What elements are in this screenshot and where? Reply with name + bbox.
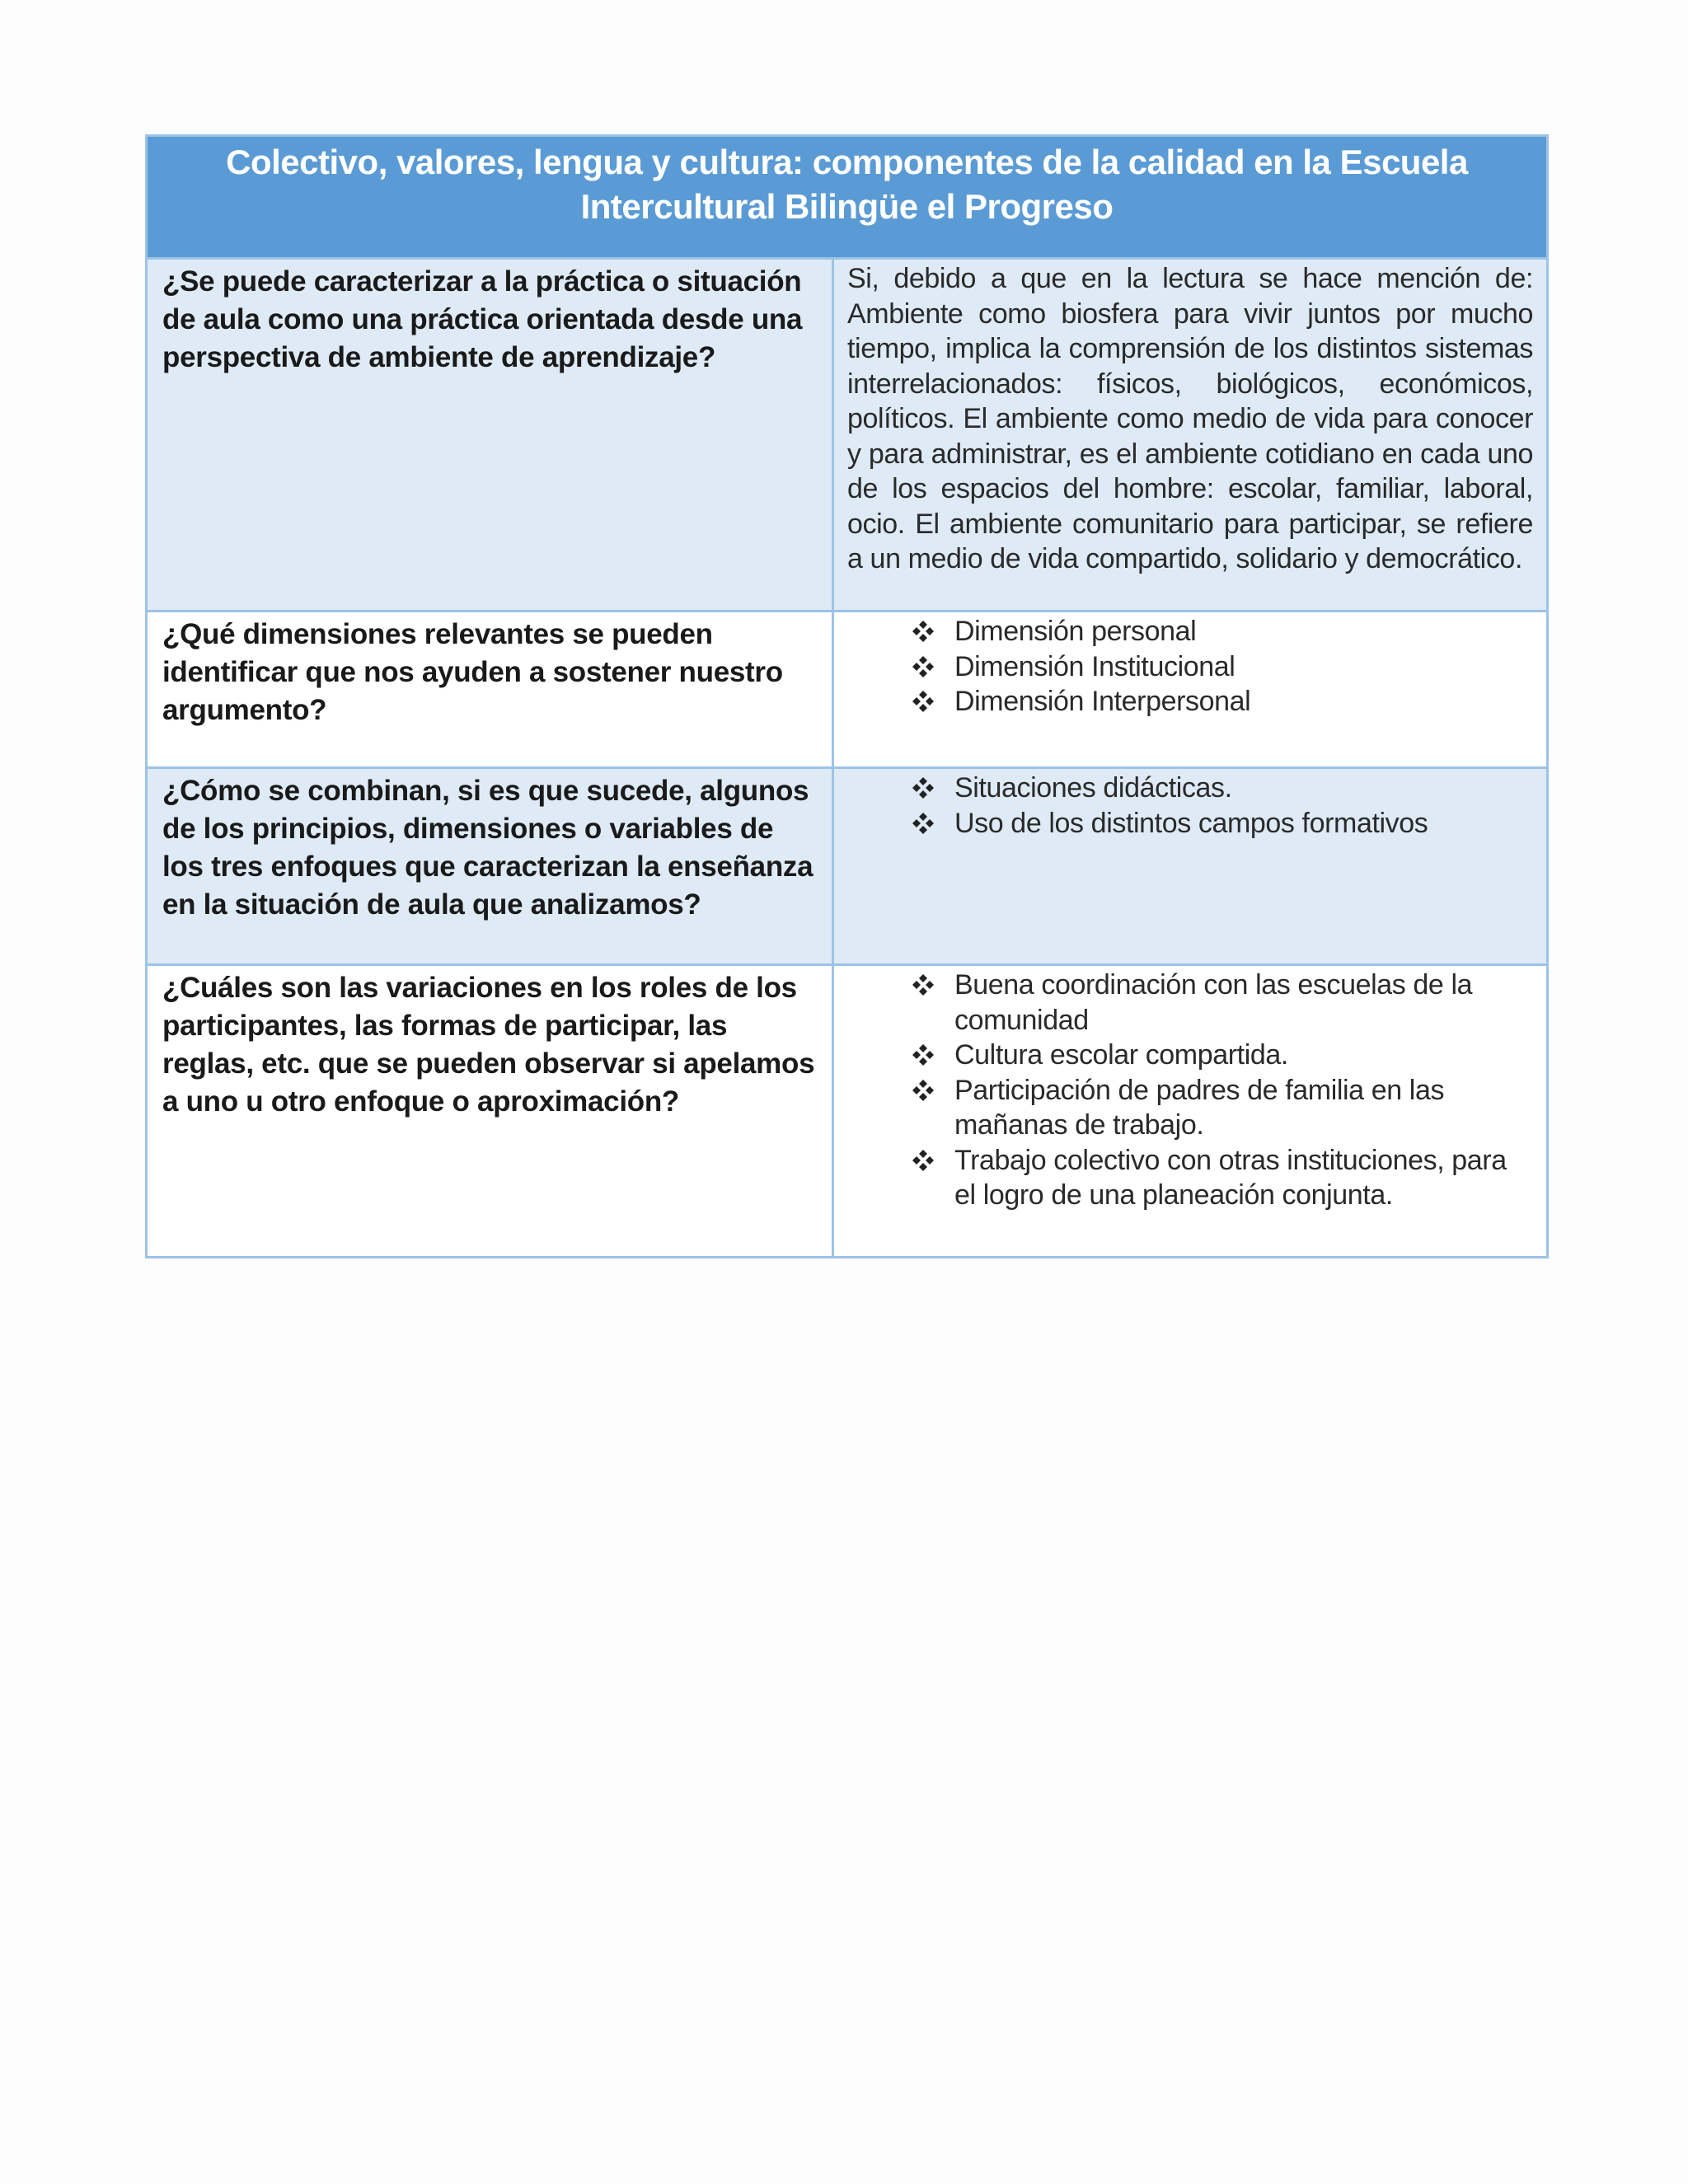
table-title: Colectivo, valores, lengua y cultura: componentes de la calidad en la Escuela Intercultural Bilingüe el Progreso	[147, 136, 1548, 259]
four-diamond-bullet-icon	[908, 684, 938, 719]
bullet-list	[847, 771, 1533, 841]
list-item-text: Situaciones didácticas.	[954, 772, 1232, 804]
bullet-list	[847, 614, 1533, 719]
answer-text: Si, debido a que en la lectura se hace mención de: Ambiente como biosfera para vivir juntos por mucho tiempo, implica la comprensión de los distintos sistemas interrelacionados: físicos, biológicos, económicos, políticos. El ambiente como medio de vida para conocer y para administrar, es el ambiente cotidiano en cada uno de los espacios del hombre: escolar, familiar, laboral, ocio. El ambiente comunitario para participar, se refiere a un medio de vida compartido, solidario y democrático.	[847, 263, 1533, 574]
list-item	[908, 649, 1533, 685]
answer-cell	[833, 612, 1548, 768]
four-diamond-bullet-icon	[908, 771, 938, 805]
four-diamond-bullet-icon	[908, 649, 938, 684]
list-item	[908, 771, 1533, 806]
list-item	[908, 806, 1533, 841]
list-item-text: Uso de los distintos campos formativos	[954, 807, 1428, 839]
four-diamond-bullet-icon	[908, 968, 938, 1002]
list-item-text: Trabajo colectivo con otras instituciones, para el logro de una planeación conjunta.	[954, 1144, 1507, 1211]
list-item-text: Dimensión personal	[954, 616, 1197, 647]
question-cell: ¿Cómo se combinan, si es que sucede, algunos de los principios, dimensiones o variables de los tres enfoques que caracterizan la enseñanza en la situación de aula que analizamos?	[147, 768, 833, 965]
answer-cell	[833, 259, 1548, 612]
answer-cell	[833, 965, 1548, 1258]
question-cell: ¿Se puede caracterizar a la práctica o situación de aula como una práctica orientada desde una perspectiva de ambiente de aprendizaje?	[147, 259, 833, 612]
list-item-text: Buena coordinación con las escuelas de la comunidad	[954, 969, 1473, 1036]
list-item-text: Participación de padres de familia en las mañanas de trabajo.	[954, 1074, 1445, 1141]
list-item	[908, 1073, 1533, 1143]
answer-cell	[833, 768, 1548, 965]
four-diamond-bullet-icon	[908, 1038, 938, 1072]
list-item	[908, 968, 1533, 1038]
four-diamond-bullet-icon	[908, 806, 938, 841]
table-row	[147, 259, 1548, 612]
table-row	[147, 768, 1548, 965]
list-item	[908, 614, 1533, 649]
table-row	[147, 965, 1548, 1258]
four-diamond-bullet-icon	[908, 614, 938, 649]
list-item-text: Dimensión Interpersonal	[954, 686, 1251, 717]
question-cell: ¿Qué dimensiones relevantes se pueden identificar que nos ayuden a sostener nuestro argumento?	[147, 612, 833, 768]
four-diamond-bullet-icon	[908, 1143, 938, 1178]
bullet-list	[847, 968, 1533, 1213]
list-item-text: Cultura escolar compartida.	[954, 1039, 1288, 1071]
four-diamond-bullet-icon	[908, 1073, 938, 1108]
question-cell: ¿Cuáles son las variaciones en los roles de los participantes, las formas de participar, las reglas, etc. que se pueden observar si apelamos a uno u otro enfoque o aproximación?	[147, 965, 833, 1258]
table-header-row	[147, 136, 1548, 259]
list-item	[908, 1038, 1533, 1073]
table-row	[147, 612, 1548, 768]
list-item	[908, 1143, 1533, 1213]
analysis-table	[145, 134, 1549, 1258]
list-item	[908, 684, 1533, 719]
list-item-text: Dimensión Institucional	[954, 650, 1236, 682]
